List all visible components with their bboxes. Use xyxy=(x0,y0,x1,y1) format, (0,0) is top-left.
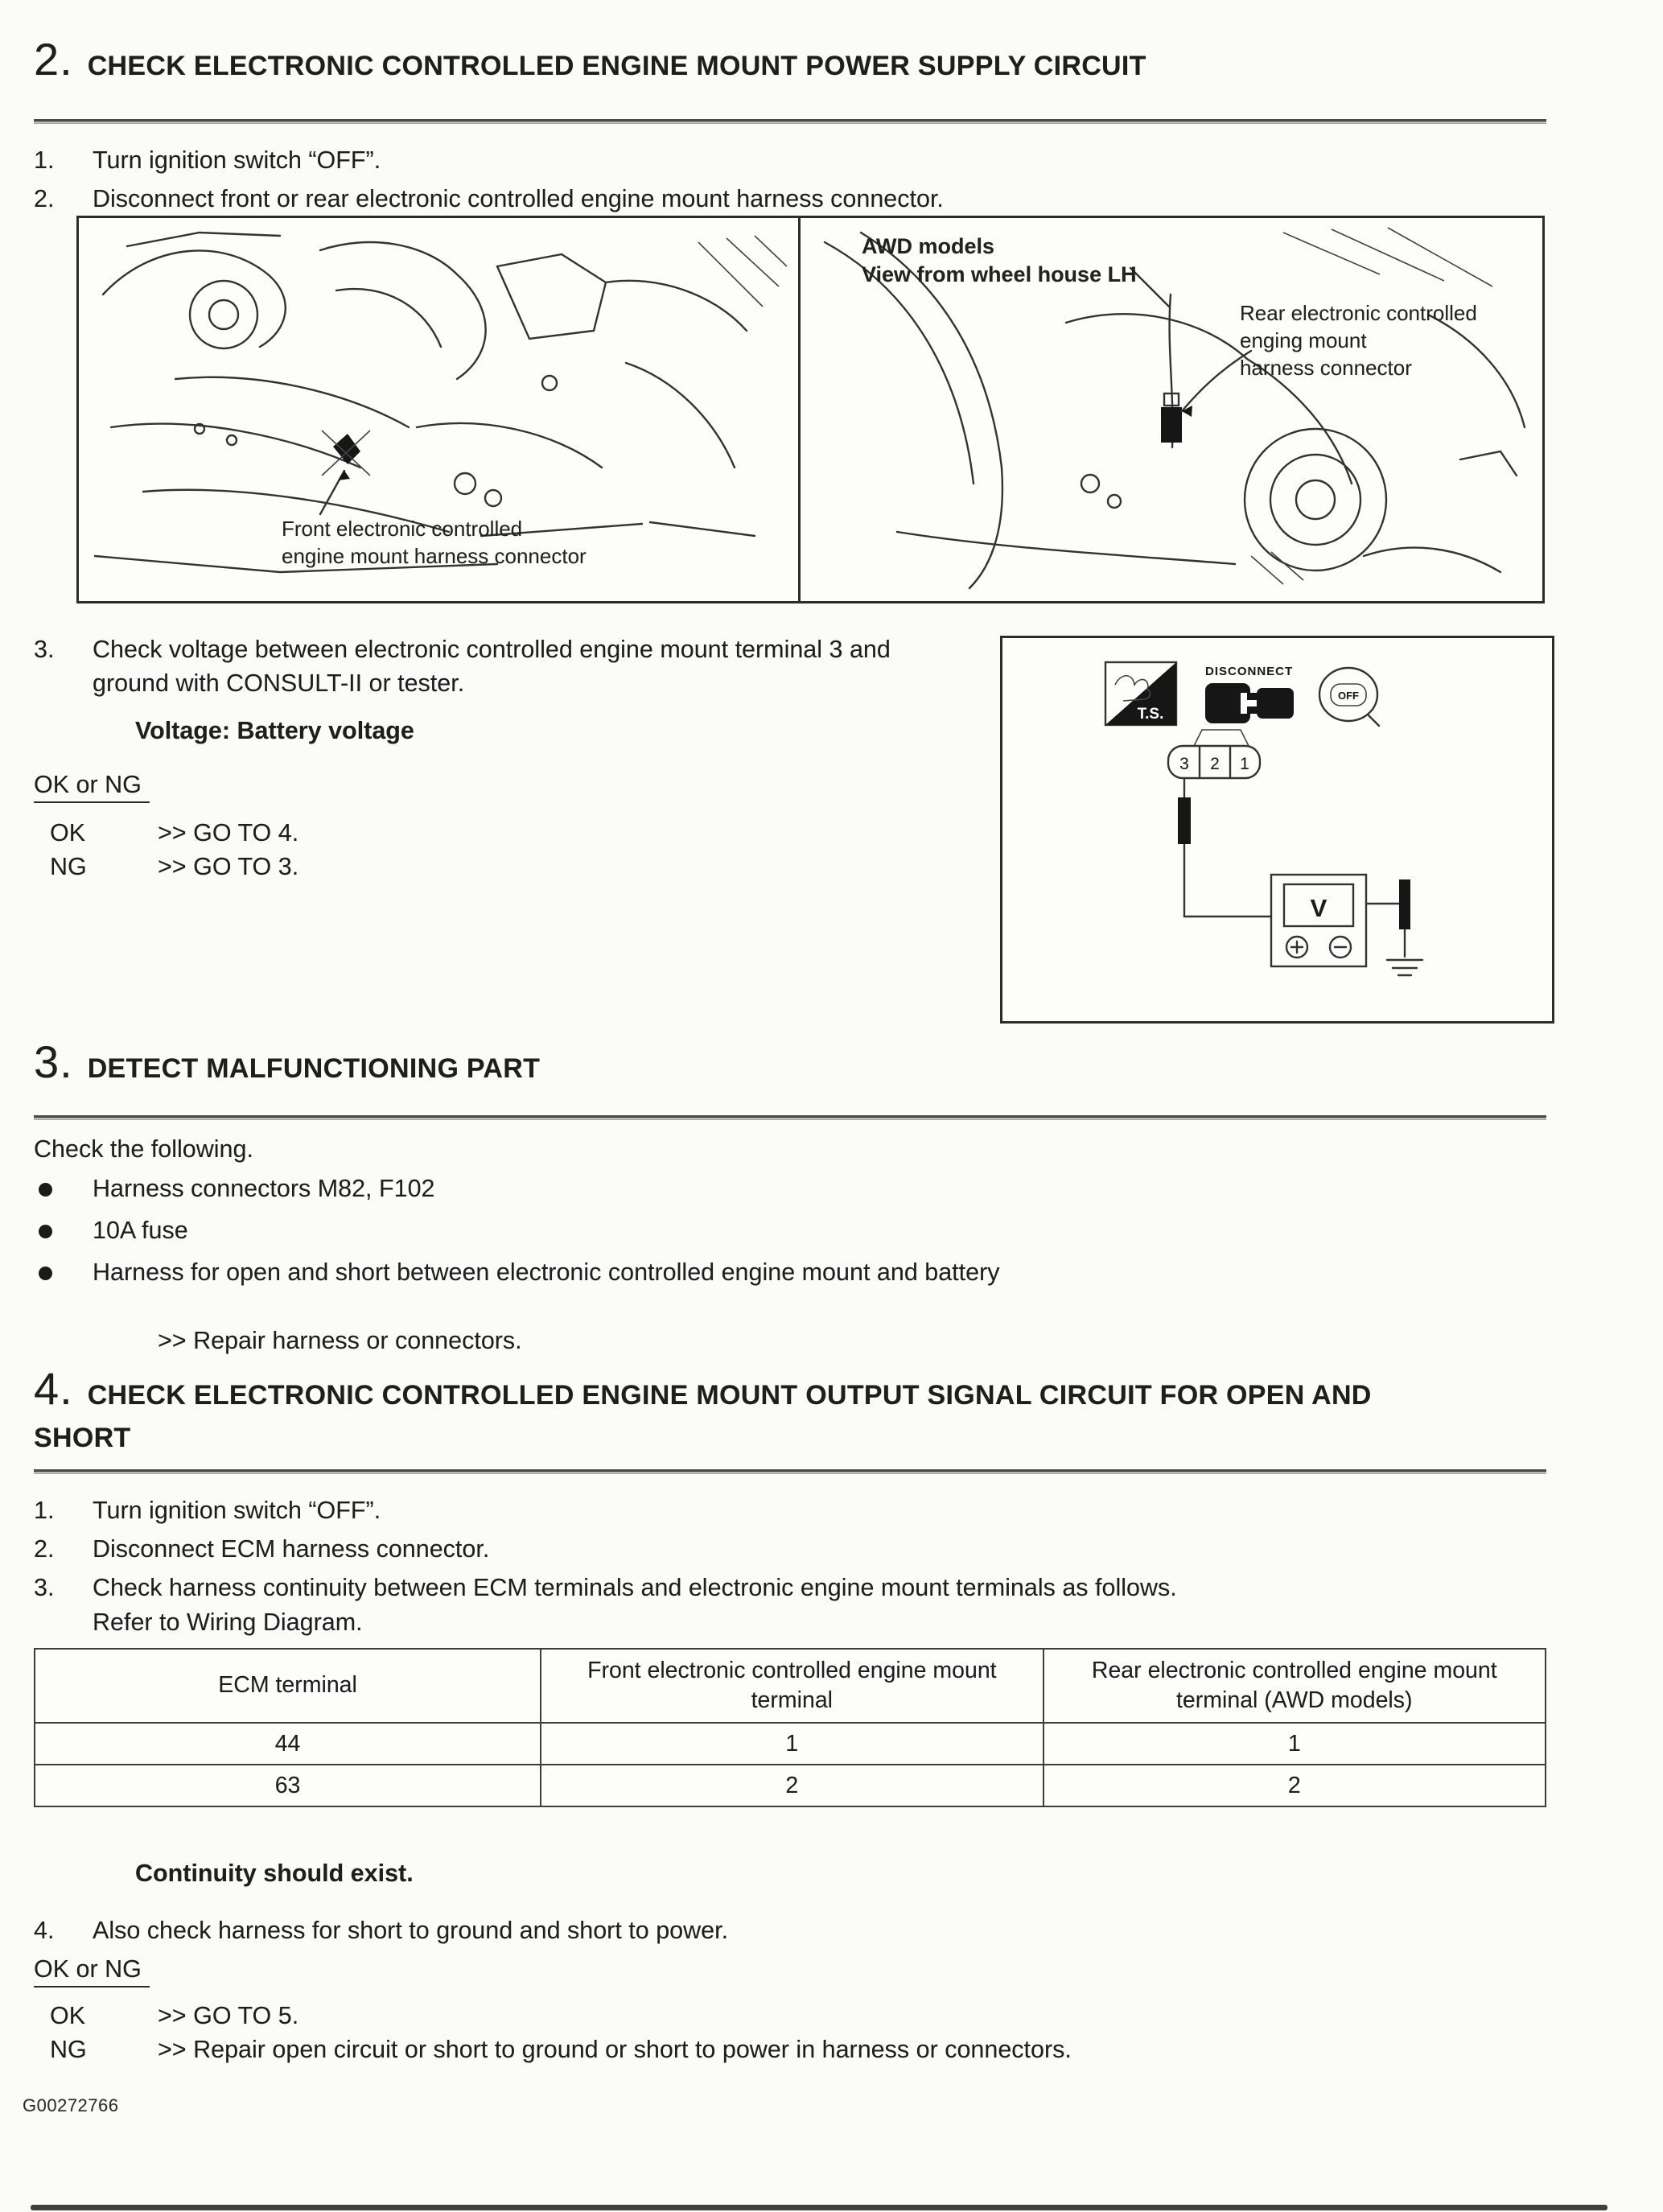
table-row xyxy=(35,1723,1546,1765)
s2-step-3 xyxy=(34,632,929,700)
awd-models-header xyxy=(862,233,1137,289)
figure-header-line: AWD models xyxy=(862,234,995,258)
section-2-number: 2. xyxy=(34,34,73,84)
result-label: NG xyxy=(50,2036,87,2063)
section-4-title-line1: CHECK ELECTRONIC CONTROLLED ENGINE MOUNT OUTPUT SIGNAL CIRCUIT FOR OPEN AND xyxy=(87,1380,1372,1411)
check-following-text: Check the following. xyxy=(34,1135,253,1163)
minus-terminal-icon xyxy=(1330,937,1351,958)
bullet-icon xyxy=(39,1225,52,1238)
caption-line: harness connector xyxy=(1240,355,1412,380)
table-cell: 1 xyxy=(541,1723,1043,1765)
continuity-note: Continuity should exist. xyxy=(135,1860,414,1887)
off-key-label: OFF xyxy=(1338,690,1359,702)
result-action: >> GO TO 5. xyxy=(158,2002,299,2029)
s4-step-4 xyxy=(34,1913,728,1947)
figure-header-line: View from wheel house LH xyxy=(862,262,1137,287)
section-3-heading xyxy=(34,1036,1566,1088)
s4-step-2 xyxy=(34,1532,489,1566)
step-text: Turn ignition switch “OFF”. xyxy=(93,1497,381,1524)
ground-symbol-icon xyxy=(1387,960,1422,975)
step-text: Disconnect front or rear electronic controlled engine mount harness connector. xyxy=(93,185,944,212)
bullet-item xyxy=(34,1258,1000,1287)
section-2-title: CHECK ELECTRONIC CONTROLLED ENGINE MOUNT POWER SUPPLY CIRCUIT xyxy=(87,51,1146,81)
caption-line: Front electronic controlled xyxy=(282,517,523,541)
table-header-ecm-terminal: ECM terminal xyxy=(35,1649,541,1723)
table-header-front-mount: Front electronic controlled engine mount terminal xyxy=(541,1649,1043,1723)
step-number: 2. xyxy=(34,185,55,212)
result-action: >> GO TO 4. xyxy=(158,819,299,846)
section-4-number: 4. xyxy=(34,1363,73,1414)
terminal-1-label: 1 xyxy=(1240,755,1249,773)
terminal-3-label: 3 xyxy=(1179,755,1189,773)
table-cell: 63 xyxy=(35,1765,541,1806)
bullet-item xyxy=(34,1175,435,1203)
disconnect-label: DISCONNECT xyxy=(1205,665,1294,678)
ok-or-ng-label: OK or NG xyxy=(34,771,150,803)
section-4-heading xyxy=(34,1363,1566,1454)
bullet-text: Harness connectors M82, F102 xyxy=(93,1175,435,1202)
result-action: >> Repair open circuit or short to ground or short to power in harness or connectors. xyxy=(158,2036,1072,2063)
section-2-heading xyxy=(34,34,1566,85)
table-cell: 2 xyxy=(541,1765,1043,1806)
caption-line: engine mount harness connector xyxy=(282,543,587,568)
result-ng-row xyxy=(50,2036,1072,2064)
voltage-test-diagram xyxy=(1002,638,1552,1021)
step-number: 4. xyxy=(34,1917,55,1944)
bullet-text: 10A fuse xyxy=(93,1217,188,1244)
table-header-row xyxy=(35,1649,1546,1723)
step-text: Check voltage between electronic controlled engine mount terminal 3 and ground with CONSULT-II or tester. xyxy=(93,636,891,698)
repair-action-text: >> Repair harness or connectors. xyxy=(158,1327,522,1354)
ignition-key-off-icon xyxy=(1319,668,1379,726)
section-divider xyxy=(34,1115,1546,1120)
voltage-test-diagram-figure xyxy=(1000,636,1554,1024)
disconnected-connector-icon xyxy=(1205,665,1294,723)
bullet-icon xyxy=(39,1183,52,1197)
ground-probe xyxy=(1399,879,1410,929)
result-ok-row xyxy=(50,2002,298,2030)
plus-terminal-icon xyxy=(1286,937,1307,958)
step-number: 3. xyxy=(34,636,55,663)
step-text-continued: Refer to Wiring Diagram. xyxy=(93,1609,363,1636)
section-3-number: 3. xyxy=(34,1036,73,1087)
step-text: Disconnect ECM harness connector. xyxy=(93,1535,490,1563)
result-label: OK xyxy=(50,819,86,846)
bullet-text: Harness for open and short between electronic controlled engine mount and battery xyxy=(93,1258,1000,1286)
result-action: >> GO TO 3. xyxy=(158,853,299,880)
table-cell: 2 xyxy=(1043,1765,1546,1806)
voltmeter-label: V xyxy=(1310,894,1328,922)
test-lead-wire xyxy=(1184,778,1271,917)
voltmeter-icon xyxy=(1271,875,1366,966)
ground-lead-wire xyxy=(1366,904,1405,957)
step-text: Also check harness for short to ground and short to power. xyxy=(93,1917,729,1944)
ok-or-ng-label: OK or NG xyxy=(34,1955,150,1988)
table-header-rear-mount: Rear electronic controlled engine mount terminal (AWD models) xyxy=(1043,1649,1546,1723)
continuity-table xyxy=(34,1648,1546,1807)
s2-step-2 xyxy=(34,182,944,216)
connector-terminal-strip xyxy=(1168,730,1260,778)
scan-edge-artifact xyxy=(31,2205,1607,2210)
section-3-title: DETECT MALFUNCTIONING PART xyxy=(87,1053,541,1084)
s4-step-3 xyxy=(34,1571,1177,1604)
figure-reference-code: G00272766 xyxy=(23,2095,119,2115)
step-text: Turn ignition switch “OFF”. xyxy=(93,146,381,174)
tester-symbol-icon xyxy=(1105,662,1176,725)
section-divider xyxy=(34,119,1546,124)
table-cell: 44 xyxy=(35,1723,541,1765)
section-4-title-line2: SHORT xyxy=(34,1423,131,1454)
table-row xyxy=(35,1765,1546,1806)
terminal-2-label: 2 xyxy=(1210,755,1220,773)
step-text: Check harness continuity between ECM terminals and electronic engine mount terminals as follows. xyxy=(93,1574,1177,1601)
step-number: 2. xyxy=(34,1535,55,1563)
table-cell: 1 xyxy=(1043,1723,1546,1765)
step-number: 1. xyxy=(34,1497,55,1524)
s4-step-1 xyxy=(34,1493,381,1527)
rear-connector-caption xyxy=(1240,300,1477,381)
result-label: OK xyxy=(50,2002,86,2029)
bullet-item xyxy=(34,1217,188,1245)
result-label: NG xyxy=(50,853,87,880)
caption-line: enging mount xyxy=(1240,327,1367,352)
step-number: 1. xyxy=(34,146,55,174)
voltage-note: Voltage: Battery voltage xyxy=(135,717,414,744)
section-divider xyxy=(34,1469,1546,1474)
caption-line: Rear electronic controlled xyxy=(1240,301,1477,325)
s2-step-1 xyxy=(34,143,381,177)
engine-mount-connector-figure xyxy=(76,216,1545,603)
result-ok-row xyxy=(50,819,298,847)
test-probe xyxy=(1178,797,1191,844)
bullet-icon xyxy=(39,1267,52,1280)
ts-icon-label: T.S. xyxy=(1137,706,1164,723)
front-connector-caption xyxy=(282,516,587,571)
step-number: 3. xyxy=(34,1574,55,1601)
result-ng-row xyxy=(50,853,298,881)
